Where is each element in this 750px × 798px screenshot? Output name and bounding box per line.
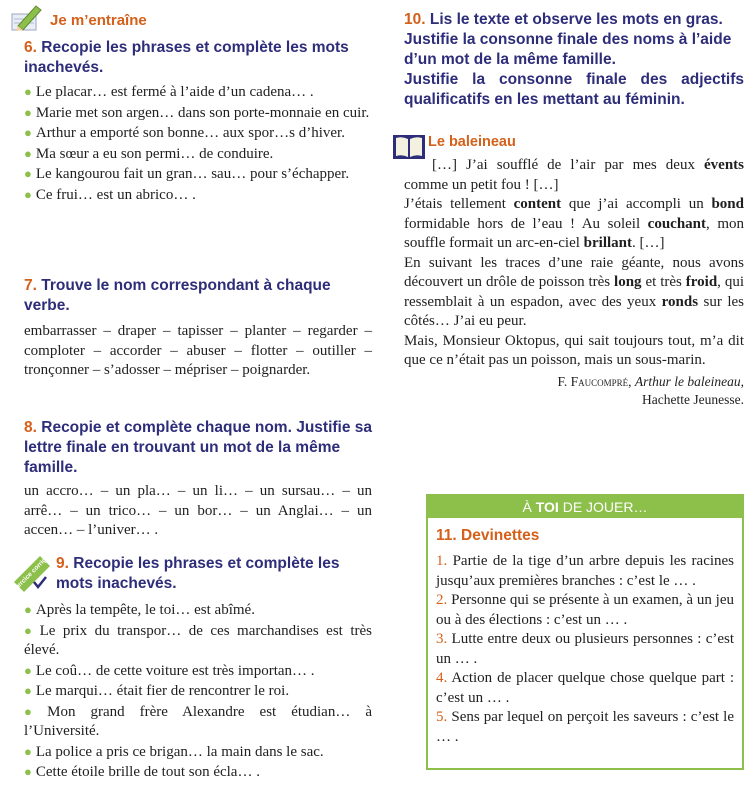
- list-item: ● Marie met son argen… dans son porte-monnaie en cuir.: [24, 104, 370, 121]
- list-item: ● Ma sœur a eu son permi… de conduire.: [24, 145, 274, 162]
- list-item: ● Mon grand frère Alexandre est étudian… à l’Université.: [24, 703, 372, 739]
- pencil-icon: [10, 2, 44, 32]
- bullet-icon: ●: [24, 743, 32, 759]
- bullet-icon: ●: [24, 186, 32, 202]
- riddle-item: 1. Partie de la tige d’un arbre depuis les racines jusqu’aux premières branches : c’est le … .: [436, 553, 735, 589]
- paragraph: Mais, Monsieur Oktopus, qui sait toujours tout, m’a dit que ce n’était pas un poisson, mais un sous-marin.: [404, 332, 744, 368]
- list-item: ● Arthur a emporté son bonne… aux spor…s d’hiver.: [24, 125, 345, 141]
- bullet-icon: ●: [24, 764, 32, 779]
- list-item: ● Le coû… de cette voiture est très importan… .: [24, 662, 315, 679]
- riddle-item: 4. Action de placer quelque chose quelque part : c’est un … .: [436, 670, 734, 706]
- reading-text: [404, 156, 744, 409]
- exercise-11-title: 11. Devinettes: [436, 527, 540, 544]
- exercise-7-text: embarrasser – draper – tapisser – planter – regarder – comploter – accorder – abuser – flotter – outiller – tronçonner – s’adosser – mépriser – poignarder.: [24, 323, 372, 378]
- riddles-list: [436, 552, 734, 747]
- bullet-icon: ●: [24, 125, 32, 140]
- bullet-icon: ●: [24, 166, 32, 181]
- exercise-9-instruction: 9. Recopie les phrases et complète les mots inachevés.: [56, 555, 340, 592]
- exercise-6-list: [24, 82, 372, 205]
- paragraph: J’étais tellement content que j’ai accompli un bond formidable hors de l’eau ! Au soleil couchant, mon souffle formait un arc-en-ciel brillant. […]: [404, 196, 744, 251]
- bullet-icon: ●: [24, 602, 32, 617]
- exercise-10-instruction: 10. Lis le texte et observe les mots en gras. Justifie la consonne finale des noms à l’aide d’un mot de la même famille. Justifie la consonne finale des adjectifs qualificatifs en les mettant au féminin.: [404, 11, 744, 108]
- list-item: ● Le prix du transpor… de ces marchandises est très élevé.: [24, 622, 372, 658]
- bullet-icon: ●: [24, 145, 32, 161]
- bullet-icon: ●: [24, 703, 44, 719]
- exercise-8-instruction: 8. Recopie et complète chaque nom. Justifie sa lettre finale en trouvant un mot de la même famille.: [24, 419, 373, 476]
- paragraph: […] J’ai soufflé de l’air par mes deux évents comme un petit fou ! […]: [404, 157, 744, 193]
- exercise-6-instruction: 6. Recopie les phrases et complète les mots inachevés.: [24, 39, 349, 76]
- section-title: Je m’entraîne: [50, 12, 147, 29]
- list-item: ● La police a pris ce brigan… la main dans le sac.: [24, 743, 324, 760]
- exercise-7-instruction: 7. Trouve le nom correspondant à chaque verbe.: [24, 277, 331, 314]
- riddle-item: 5. Sens par lequel on perçoit les saveurs : c’est le … .: [436, 709, 735, 745]
- bullet-icon: ●: [24, 104, 32, 120]
- svg-text:Exercice corrigé: Exercice corrigé: [10, 553, 51, 595]
- exercise-8: [24, 418, 372, 541]
- exercise-7: [24, 276, 372, 381]
- exercise-8-text: un accro… – un pla… – un li… – un sursau… – un arrê… – un trico… – un bor… – un Anglai… – un accen… – l’univer… .: [24, 483, 372, 538]
- riddle-item: 2. Personne qui se présente à un examen, à un jeu ou à des élections : c’est un … .: [436, 592, 734, 628]
- list-item: ● Cette étoile brille de tout son écla… .: [24, 764, 260, 780]
- bullet-icon: ●: [24, 683, 32, 698]
- list-item: ● Le kangourou fait un gran… sau… pour s’échapper.: [24, 166, 350, 182]
- bullet-icon: ●: [24, 662, 32, 678]
- a-toi-de-jouer-box: [426, 494, 744, 770]
- bullet-icon: ●: [24, 622, 36, 638]
- bullet-icon: ●: [24, 84, 32, 99]
- list-item: ● Ce frui… est un abrico… .: [24, 186, 196, 203]
- exercise-6: [24, 38, 372, 205]
- text-title: Le baleineau: [428, 134, 516, 150]
- exercise-9: [24, 554, 372, 783]
- exercise-9-list: [24, 600, 372, 783]
- credit: F. Faucompré, Arthur le baleineau, Hachette Jeunesse.: [557, 373, 744, 407]
- a-toi-de-jouer-banner: À TOI DE JOUER…: [428, 496, 742, 518]
- riddle-item: 3. Lutte entre deux ou plusieurs personnes : c’est un … .: [436, 631, 735, 667]
- list-item: ● Le placar… est fermé à l’aide d’un cadena… .: [24, 84, 314, 100]
- list-item: ● Le marqui… était fier de rencontrer le roi.: [24, 683, 290, 699]
- list-item: ● Après la tempête, le toi… est abîmé.: [24, 602, 255, 618]
- paragraph: En suivant les traces d’une raie géante, nous avons découvert un drôle de poisson très long et très froid, qui ressemblait à un espadon, avec des yeux ronds sur les côtés… J’ai eu peur.: [404, 254, 744, 329]
